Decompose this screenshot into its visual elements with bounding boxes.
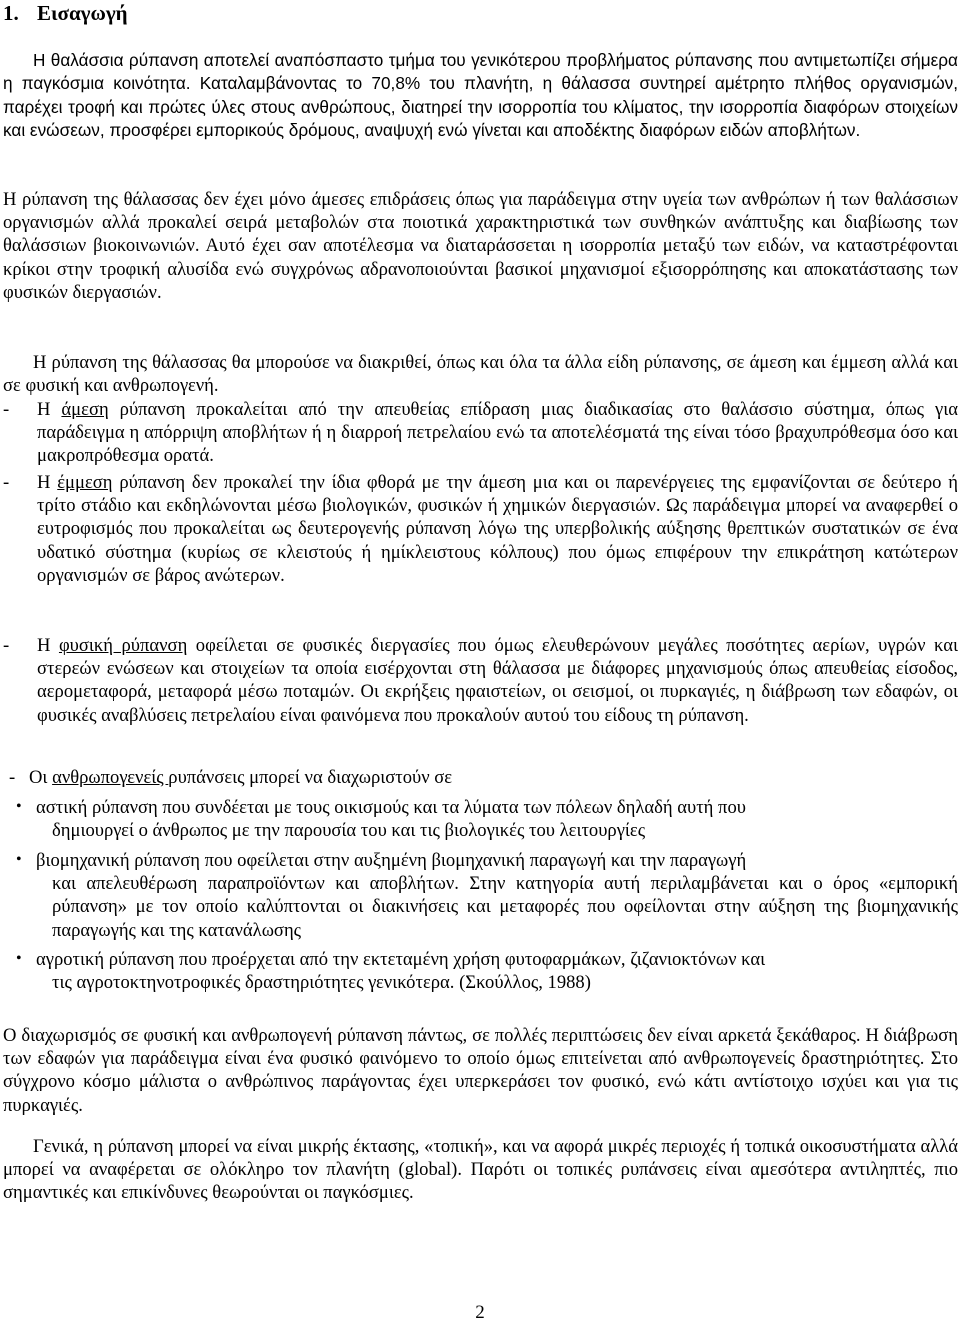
paragraph-distinction: Ο διαχωρισμός σε φυσική και ανθρωπογενή ρύπανση πάντως, σε πολλές περιπτώσεις δεν είναι αρκετά ξεκάθαρος. Η διάβρωση των εδαφών για παράδειγμα είναι ένα φυσικό φαινόμενο το οποίο όμως επιτείνεται από ανθρωπογενείς δραστηριότητες. Στο σύγχρονο κόσμο μάλιστα ο ανθρώπινος παράγοντας έχει υπερκεράσει τον φυσικό, ενώ κάτι αντίστοιχο ισχύει και για τις πυρκαγιές. (3, 1025, 958, 1116)
term-indirect: έμμεση (57, 472, 113, 493)
bullet-icon: • (16, 798, 22, 815)
list-item-indirect: - Η έμμεση ρύπανση δεν προκαλεί την ίδια φθορά με την άμεση μια και οι παρενέργειες της εμφανίζονται σε δεύτερο ή τρίτο στάδιο και εκδηλώνονται μέσω βιολογικών, φυσικών ή χημικών διεργασιών. Ως παράδειγμα μπορεί να αναφερθεί ο ευτροφισμός που προκαλείται ως δευτερογενής ρύπανση λόγω της υπερβολικής αύξησης θρεπτικών συστατικών σε ένα υδατικό σύστημα (κυρίως σε κλειστούς ή ημίκλειστους κόλπους) που όμως επιφέρουν την επικράτηση κατώτερων οργανισμών σε βάρος ανώτερων. (3, 472, 959, 586)
paragraph-scale: Γενικά, η ρύπανση μπορεί να είναι μικρής έκτασης, «τοπική», και να αφορά μικρές περιοχές ή τοπικά οικοσυστήματα αλλά μπορεί να αναφέρεται σε ολόκληρο τον πλανήτη (global). Παρότι οι τοπικές ρυπάνσεις είναι αμεσότερα αντιληπτές, πιο σημαντικές και επικίνδυνες θεωρούνται οι παγκόσμιες. (3, 1136, 958, 1204)
dash-marker: - (3, 635, 10, 656)
dash-marker: - (9, 767, 16, 788)
paragraph-effects: Η ρύπανση της θάλασσας δεν έχει μόνο άμεσες επιδράσεις όπως για παράδειγμα στην υγεία των ανθρώπων ή των θαλάσσιων οργανισμών αλλά προκαλεί σειρά μεταβολών στα ποιοτικά χαρακτηριστικά των συνθηκών ανάπτυξης και διαβίωσης των θαλάσσιων βιοκοινωνιών. Αυτό έχει σαν αποτέλεσμα να διαταράσσεται η ισορροπία μεταξύ των ειδών, να καταστρέφονται κρίκοι στην τροφική αλυσίδα ενώ συγχρόνως αδρανοποιούνται βασικοί μηχανισμοί εξισορρόπησης και αποκατάστασης των φυσικών διεργασιών. (3, 189, 958, 303)
term-natural: φυσική ρύπανση (58, 635, 188, 656)
paragraph-classification: Η ρύπανση της θάλασσας θα μπορούσε να διακριθεί, όπως και όλα τα άλλα είδη ρύπανσης, σε άμεση και έμμεση αλλά και σε φυσική και ανθρωπογενή. (3, 352, 958, 397)
list-item-anthropogenic: - Οι ανθρωπογενείς ρυπάνσεις μπορεί να διαχωριστούν σε (9, 767, 453, 788)
term-direct: άμεση (61, 399, 109, 420)
bullet-agricultural: • αγροτική ρύπανση που προέρχεται από την εκτεταμένη χρήση φυτοφαρμάκων, ζιζανιοκτόνων και τις αγροτοκτηνοτροφικές δραστηριότητες γενικότερα. (Σκούλλος, 1988) (16, 949, 766, 994)
section-number: 1. (3, 1, 19, 25)
paragraph-intro: Η θαλάσσια ρύπανση αποτελεί αναπόσπαστο τμήμα του γενικότερου προβλήματος ρύπανσης που αντιμετωπίζει σήμερα η παγκόσμια κοινότητα. Καταλαμβάνοντας το 70,8% του πλανήτη, η θάλασσα συντηρεί αμέτρητο πλήθος οργανισμών, παρέχει τροφή και πρώτες ύλες στους ανθρώπους, διατηρεί την ισορροπία του κλίματος, την ισορροπία διαφόρων στοιχείων και ενώσεων, προσφέρει εμπορικούς δρόμους, αναψυχή ενώ γίνεται και αποδέκτης διαφόρων ειδών αποβλήτων. (3, 50, 958, 141)
list-item-direct: - Η άμεση ρύπανση προκαλείται από την απευθείας επίδραση μιας διαδικασίας στο θαλάσσιο σύστημα, όπως για παράδειγμα η απόρριψη αποβλήτων ή η διαρροή πετρελαίου ενώ τα αποτελέσματά της είναι τόσο βραχυπρόθεσμα όσο και μακροπρόθεσμα ορατά. (3, 399, 958, 467)
section-title: Εισαγωγή (37, 1, 128, 25)
dash-marker: - (3, 399, 10, 420)
page-number: 2 (475, 1302, 485, 1323)
bullet-industrial: • βιομηχανική ρύπανση που οφείλεται στην αυξημένη βιομηχανική παραγωγή και την παραγωγή και απελευθέρωση παραπροϊόντων και αποβλήτων. Στην κατηγορία αυτή περιλαμβάνεται και ο όρος «εμπορική ρύπανση» με τον οποίο καλύπτονται οι διακινήσεις και μεταφορές που οφείλονται στην αύξηση της βιομηχανικής παραγωγής και της κατανάλωσης (16, 850, 958, 941)
bullet-icon: • (16, 851, 22, 868)
dash-marker: - (3, 472, 10, 493)
bullet-icon: • (16, 950, 22, 967)
list-item-natural: - Η φυσική ρύπανση οφείλεται σε φυσικές διεργασίες που όμως ελευθερώνουν μεγάλες ποσότητες αερίων, υγρών και στερεών ενώσεων και στοιχείων τα οποία εισέρχονται στη θάλασσα με διάφορες μηχανισμούς όπως απευθείας είσοδος, αερομεταφορά, μεταφορά μέσω ποταμών. Οι εκρήξεις ηφαιστείων, οι σεισμοί, οι πυρκαγιές, η διάβρωση των εδαφών, οι φυσικές αναβλύσεις πετρελαίου είναι φαινόμενα που προκαλούν αυτού του είδους τη ρύπανση. (3, 635, 958, 726)
section-heading (3, 0, 128, 28)
bullet-urban: • αστική ρύπανση που συνδέεται με τους οικισμούς και τα λύματα των πόλεων δηλαδή αυτή που δημιουργεί ο άνθρωπος με την παρουσία του και τις βιολογικές του λειτουργίες (16, 797, 746, 842)
term-anthropogenic: ανθρωπογενείς (52, 767, 169, 788)
